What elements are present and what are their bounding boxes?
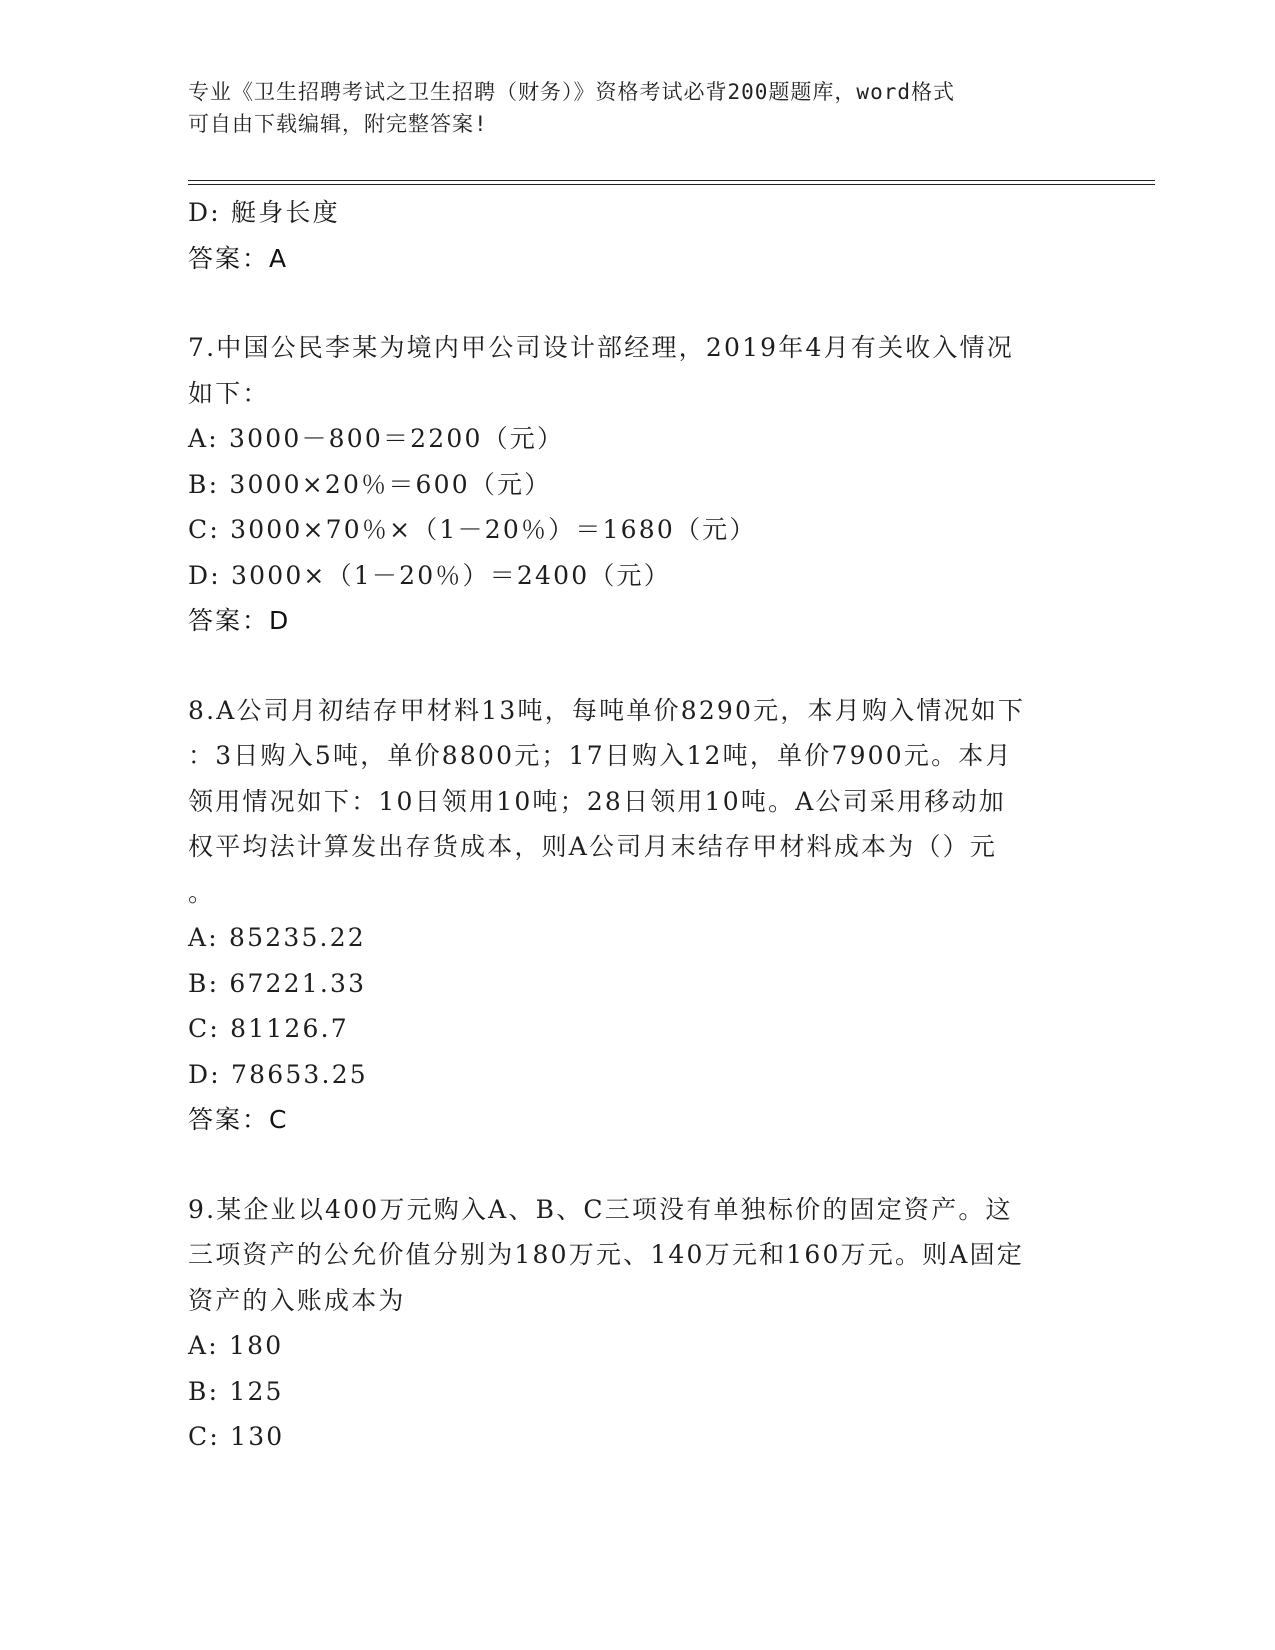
answer-line: 答案：C xyxy=(188,1105,289,1134)
question-text-line: 9.某企业以400万元购入A、B、C三项没有单独标价的固定资产。这 xyxy=(188,1194,1013,1224)
question-9 xyxy=(188,1187,1088,1460)
option-d: D: 3000×（1－20％）＝2400（元） xyxy=(188,560,671,590)
option-b: B: 67221.33 xyxy=(188,968,367,998)
option-b: B: 3000×20％＝600（元） xyxy=(188,469,552,499)
question-text-line: 8.A公司月初结存甲材料13吨，每吨单价8290元，本月购入情况如下 xyxy=(188,695,1026,725)
question-text-line: ：3日购入5吨，单价8800元；17日购入12吨，单价7900元。本月 xyxy=(188,741,1013,770)
option-d: D: 艇身长度 xyxy=(188,198,340,227)
option-c: C: 81126.7 xyxy=(188,1014,349,1043)
option-c: C: 3000×70％×（1－20％）＝1680（元） xyxy=(188,515,757,544)
page-header xyxy=(188,76,1068,140)
question-7 xyxy=(188,325,1088,644)
spacer xyxy=(188,644,1088,688)
option-a: A: 85235.22 xyxy=(188,923,366,952)
question-text-line: 如下： xyxy=(188,378,270,408)
header-divider-bottom xyxy=(188,184,1155,185)
option-c: C: 130 xyxy=(188,1422,285,1451)
option-a: A: 180 xyxy=(188,1331,284,1360)
question-text-line: 。 xyxy=(188,877,216,907)
spacer xyxy=(188,281,1088,325)
header-title-line-1: 专业《卫生招聘考试之卫生招聘（财务）》资格考试必背200题题库，word格式 xyxy=(188,80,955,104)
question-text-line: 三项资产的公允价值分别为180万元、140万元和160万元。则A固定 xyxy=(188,1240,1025,1269)
spacer xyxy=(188,1143,1088,1187)
question-text-line: 权平均法计算发出存货成本，则A公司月末结存甲材料成本为（）元 xyxy=(188,832,998,861)
question-text-line: 资产的入账成本为 xyxy=(188,1285,406,1315)
question-text-line: 领用情况如下：10日领用10吨；28日领用10吨。A公司采用移动加 xyxy=(188,786,1006,816)
question-6-tail xyxy=(188,190,1088,281)
option-b: B: 125 xyxy=(188,1376,284,1406)
document-body xyxy=(188,190,1088,1460)
answer-line: 答案：D xyxy=(188,606,291,635)
header-title-line-2: 可自由下载编辑，附完整答案! xyxy=(188,112,488,136)
option-d: D: 78653.25 xyxy=(188,1059,368,1089)
question-text-line: 7.中国公民李某为境内甲公司设计部经理，2019年4月有关收入情况 xyxy=(188,333,1014,362)
header-divider-top xyxy=(188,180,1155,181)
answer-line: 答案：A xyxy=(188,243,289,273)
option-a: A: 3000－800＝2200（元） xyxy=(188,424,565,453)
question-8 xyxy=(188,688,1088,1143)
